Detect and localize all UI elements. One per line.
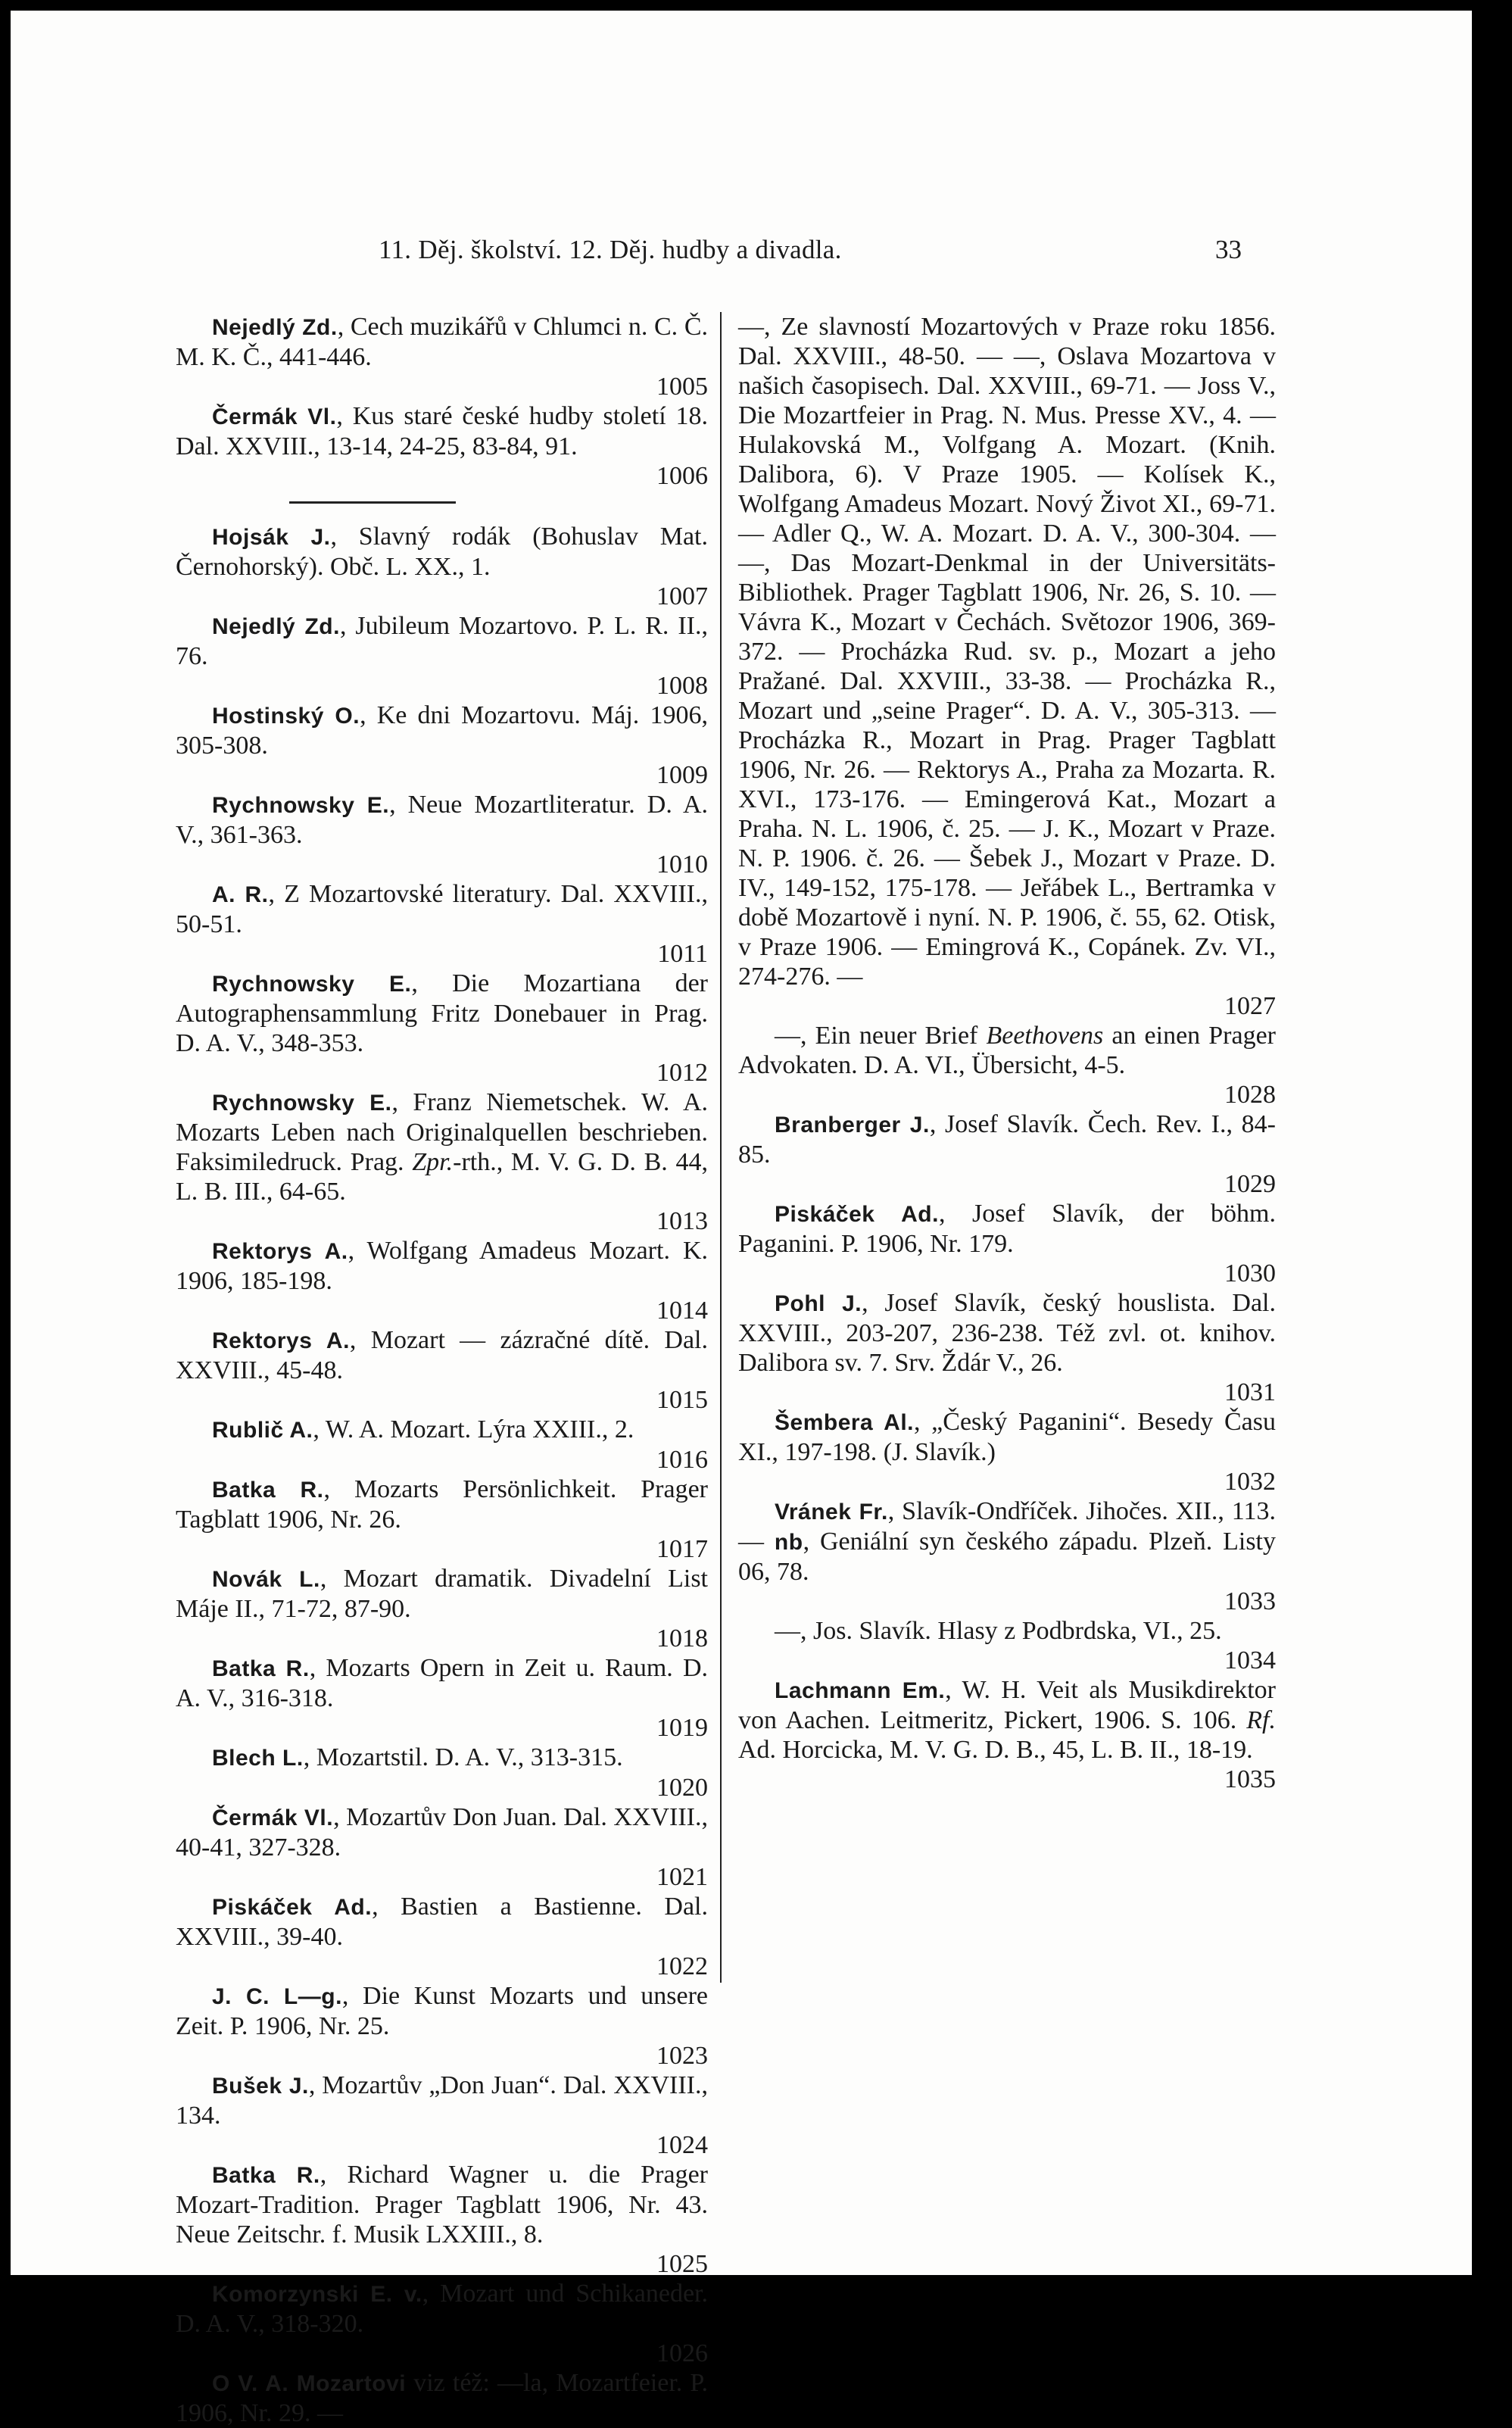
entry-author: Piskáček Ad. [212, 1895, 373, 1920]
entry-author-2: nb [774, 1530, 803, 1555]
entry-author: Hojsák J. [212, 525, 331, 550]
entry-1011 [176, 879, 708, 969]
entry-text: —, Jos. Slavík. Hlasy z Podbrdska, VI., 25. [775, 1617, 1222, 1645]
entry-1032 [738, 1407, 1276, 1496]
entry-number: 1019 [656, 1714, 708, 1742]
entry-text: , Die Kunst Mozarts und unsere Zeit. P. 1906, Nr. 25. [176, 1982, 708, 2040]
entry-text: , Bastien a Bastienne. Dal. XXVIII., 39-40. [176, 1893, 709, 1951]
entry-1014 [176, 1236, 708, 1325]
entry-author: Novák L. [212, 1567, 320, 1592]
entry-1030 [738, 1199, 1276, 1288]
entry-number: 1005 [656, 373, 708, 401]
entry-1013 [176, 1088, 708, 1236]
entry-author: Rychnowsky E. [212, 972, 412, 997]
entry-1016 [176, 1415, 708, 1475]
entry-author: A. R. [212, 882, 269, 907]
entry-number: 1025 [656, 2250, 708, 2278]
entry-text: , Mozartův Don Juan. Dal. XXVIII., 40-41, 327-328. [176, 1803, 708, 1862]
entry-1010 [176, 790, 708, 879]
entry-1019 [176, 1653, 708, 1743]
right-column [738, 312, 1276, 1794]
entry-author: Pohl J. [775, 1291, 862, 1316]
entry-text: , Franz Niemetschek. W. A. Mozarts Leben nach Originalquellen beschrieben. Faksimiledruck. Prag. [176, 1088, 709, 1176]
entry-1012 [176, 969, 708, 1088]
entry-number: 1023 [656, 2042, 708, 2070]
entry-number: 1035 [1224, 1765, 1276, 1793]
entry-text: , Mozartův „Don Juan“. Dal. XXVIII., 134. [176, 2071, 708, 2130]
entry-number: 1009 [656, 761, 708, 789]
entry-number: 1027 [1224, 992, 1276, 1020]
entry-author: J. C. L—g. [212, 1984, 342, 2009]
entry-text: , Mozart — zázračné dítě. Dal. XXVIII., 45-48. [176, 1326, 709, 1384]
entry-text: , Cech muzikářů v Chlumci n. C. Č. M. K. Č., 441-446. [176, 313, 709, 371]
entry-number: 1024 [656, 2131, 708, 2159]
entry-text: , Kus staré české hudby století 18. Dal. XXVIII., 13-14, 24-25, 83-84, 91. [176, 402, 708, 460]
column-divider [720, 312, 722, 1983]
entry-number: 1017 [656, 1535, 708, 1563]
entry-number: 1030 [1224, 1259, 1276, 1287]
entry-author: O V. A. Mozartovi [212, 2371, 407, 2396]
entry-text: , Richard Wagner u. die Prager Mozart-Tradition. Prager Tagblatt 1906, Nr. 43. Neue Zeitschr. f. Musik LXXIII., 8. [176, 2161, 708, 2249]
entry-number: 1008 [656, 672, 708, 700]
entry-number: 1012 [656, 1059, 708, 1087]
entry-author: Hostinský O. [212, 704, 360, 729]
entry-author: Bušek J. [212, 2074, 309, 2099]
entry-1035 [738, 1675, 1276, 1794]
entry-text-2: -rth., M. V. G. D. B. 44, L. B. III., 64-65. [176, 1148, 708, 1206]
entry-number: 1021 [656, 1863, 708, 1891]
entry-1031 [738, 1288, 1276, 1407]
entry-italic: Zpr. [412, 1148, 454, 1176]
entry-text: , W. H. Veit als Musikdirektor von Aachen. Leitmeritz, Pickert, 1906. S. 106. [738, 1676, 1276, 1734]
entry-number: 1016 [656, 1446, 708, 1474]
entry-text: , Die Mozartiana der Autographensammlung Fritz Donebauer in Prag. D. A. V., 348-353. [176, 969, 708, 1057]
entry-number: 1022 [656, 1952, 708, 1980]
entry-text: , Josef Slavík, český houslista. Dal. XXVIII., 203-207, 236-238. Též zvl. ot. knihov. Dalibora sv. 7. Srv. Ždár V., 26. [738, 1289, 1276, 1377]
entry-number: 1031 [1224, 1378, 1276, 1406]
entry-text: , „Český Paganini“. Besedy Času XI., 197-198. (J. Slavík.) [738, 1408, 1276, 1466]
entry-1024 [176, 2071, 708, 2160]
page-number: 33 [1215, 235, 1242, 264]
entry-author: Rychnowsky E. [212, 793, 390, 818]
entry-number: 1011 [657, 940, 708, 968]
entry-number: 1007 [656, 582, 708, 610]
entry-italic: Rf. [1246, 1706, 1276, 1734]
entry-number: 1010 [656, 850, 708, 879]
entry-1015 [176, 1325, 708, 1415]
entry-number: 1034 [1224, 1646, 1276, 1674]
entry-number: 1033 [1224, 1587, 1276, 1615]
entry-1006 [176, 401, 708, 491]
entry-author: Batka R. [212, 1478, 324, 1503]
entry-1028 [738, 1021, 1276, 1109]
entry-author: Nejedlý Zd. [212, 614, 340, 639]
entry-text: , Mozart dramatik. Divadelní List Máje II., 71-72, 87-90. [176, 1565, 708, 1623]
entry-1029 [738, 1109, 1276, 1199]
entry-text: , Jubileum Mozartovo. P. L. R. II., 76. [176, 612, 708, 670]
entry-author: Rychnowsky E. [212, 1091, 392, 1116]
entry-1034 [738, 1616, 1276, 1675]
entry-author: Čermák Vl. [212, 404, 337, 429]
entry-number: 1029 [1224, 1170, 1276, 1198]
entry-text: viz též: —la, Mozartfeier. P. 1906, Nr. 29. — [176, 2369, 709, 2427]
entry-1009 [176, 701, 708, 790]
entry-text: —, Ein neuer Brief [775, 1022, 978, 1050]
entry-text: , W. A. Mozart. Lýra XXIII., 2. [313, 1415, 634, 1443]
entry-number: 1026 [656, 2339, 708, 2367]
entry-author: Rektorys A. [212, 1328, 350, 1353]
entry-author: Rublič A. [212, 1418, 313, 1443]
entry-text: , Mozartstil. D. A. V., 313-315. [303, 1743, 623, 1771]
entry-text: , Josef Slavík. Čech. Rev. I., 84-85. [738, 1110, 1276, 1169]
left-column [176, 312, 708, 2428]
entry-1025 [176, 2160, 708, 2279]
entry-author: Vránek Fr. [775, 1500, 888, 1525]
entry-text: , Wolfgang Amadeus Mozart. K. 1906, 185-198. [176, 1237, 708, 1295]
entry-number: 1006 [656, 462, 708, 490]
entry-number: 1013 [656, 1207, 708, 1235]
entry-1022 [176, 1892, 708, 1981]
entry-1008 [176, 611, 708, 701]
entry-1027-continued [738, 312, 1276, 1021]
entry-author: Lachmann Em. [775, 1678, 946, 1703]
entry-author: Batka R. [212, 2163, 320, 2188]
entry-author: Komorzynski E. v. [212, 2282, 422, 2307]
entry-text-2: Ad. Horcicka, M. V. G. D. B., 45, L. B. II., 18-19. [738, 1736, 1253, 1764]
entry-text: , Mozarts Opern in Zeit u. Raum. D. A. V., 316-318. [176, 1654, 708, 1712]
entry-author: Branberger J. [775, 1113, 930, 1138]
entry-number: 1032 [1224, 1468, 1276, 1496]
running-title: 11. Děj. školství. 12. Děj. hudby a divadla. [379, 235, 842, 264]
entry-1020 [176, 1743, 708, 1802]
entry-author: Čermák Vl. [212, 1805, 334, 1830]
entry-author: Nejedlý Zd. [212, 315, 338, 340]
entry-1005 [176, 312, 708, 401]
entry-text: , Mozart und Schikaneder. D. A. V., 318-320. [176, 2280, 708, 2338]
entry-number: 1015 [656, 1386, 708, 1414]
entry-author: Blech L. [212, 1746, 304, 1771]
entry-text-2: , Geniální syn českého západu. Plzeň. Listy 06, 78. [738, 1528, 1276, 1586]
entry-1023 [176, 1981, 708, 2071]
entry-text: , Ke dni Mozartovu. Máj. 1906, 305-308. [176, 701, 708, 760]
entry-number: 1018 [656, 1624, 708, 1652]
entry-author: Piskáček Ad. [775, 1202, 939, 1227]
section-separator [289, 501, 456, 504]
entry-text-2: an einen Prager Advokaten. D. A. VI., Übersicht, 4-5. [738, 1022, 1276, 1079]
entry-1027-start [176, 2368, 708, 2428]
entry-number: 1020 [656, 1774, 708, 1802]
entry-author: Šembera Al. [775, 1410, 914, 1435]
entry-1033 [738, 1496, 1276, 1616]
entry-text: , Slavík-Ondříček. Jihočes. XII., 113. — [738, 1497, 1276, 1556]
entry-number: 1014 [656, 1297, 708, 1325]
entry-number: 1028 [1224, 1081, 1276, 1109]
entry-text: , Neue Mozartliteratur. D. A. V., 361-363. [176, 791, 709, 849]
entry-text: , Slavný rodák (Bohuslav Mat. Černohorský). Obč. L. XX., 1. [176, 523, 708, 581]
entry-1017 [176, 1475, 708, 1564]
entry-1018 [176, 1564, 708, 1653]
entry-text: —, Ze slavností Mozartových v Praze roku 1856. Dal. XXVIII., 48-50. — —, Oslava Mozartova v našich časopisech. Dal. XXVIII., 69-71. — Joss V., Die Mozartfeier in Prag. N. Mus. Presse XV., 4. — Hulakovská M., Volfgang A. Mozart. (Knih. Dalibora, 6). V Praze 1905. — Kolísek K., Wolfgang Amadeus Mozart. Nový Život XI., 69-71. — Adler Q., W. A. Mozart. D. A. V., 300-304. — —, Das Mozart-Denkmal in der Universitäts-Bibliothek. Prager Tagblatt 1906, Nr. 26, S. 10. — Vávra K., Mozart v Čechách. Světozor 1906, 369-372. — Procházka Rud. sv. p., Mozart a jeho Pražané. Dal. XXVIII., 33-38. — Procházka R., Mozart und „seine Prager“. D. A. V., 305-313. — Procházka R., Mozart in Prag. Prager Tagblatt 1906, Nr. 26. — Rektorys A., Praha za Mozarta. R. XVI., 173-176. — Emingerová Kat., Mozart a Praha. N. L. 1906, č. 25. — J. K., Mozart v Praze. N. P. 1906. č. 26. — Šebek J., Mozart v Praze. D. IV., 149-152, 175-178. — Jeřábek L., Bertramka v době Mozartově i nyní. N. P. 1906, č. 55, 62. Otisk, v Praze 1906. — Emingrová K., Copánek. Zv. VI., 274-276. — [738, 313, 1276, 991]
entry-text: , Mozarts Persönlichkeit. Prager Tagblatt 1906, Nr. 26. [176, 1475, 709, 1534]
entry-1026 [176, 2279, 708, 2368]
entry-1007 [176, 522, 708, 611]
entry-author: Batka R. [212, 1656, 310, 1681]
entry-text: , Josef Slavík, der böhm. Paganini. P. 1906, Nr. 179. [738, 1200, 1276, 1258]
entry-1021 [176, 1802, 708, 1892]
entry-italic: Beethovens [986, 1022, 1104, 1050]
entry-author: Rektorys A. [212, 1239, 348, 1264]
entry-text: , Z Mozartovské literatury. Dal. XXVIII., 50-51. [176, 880, 708, 938]
